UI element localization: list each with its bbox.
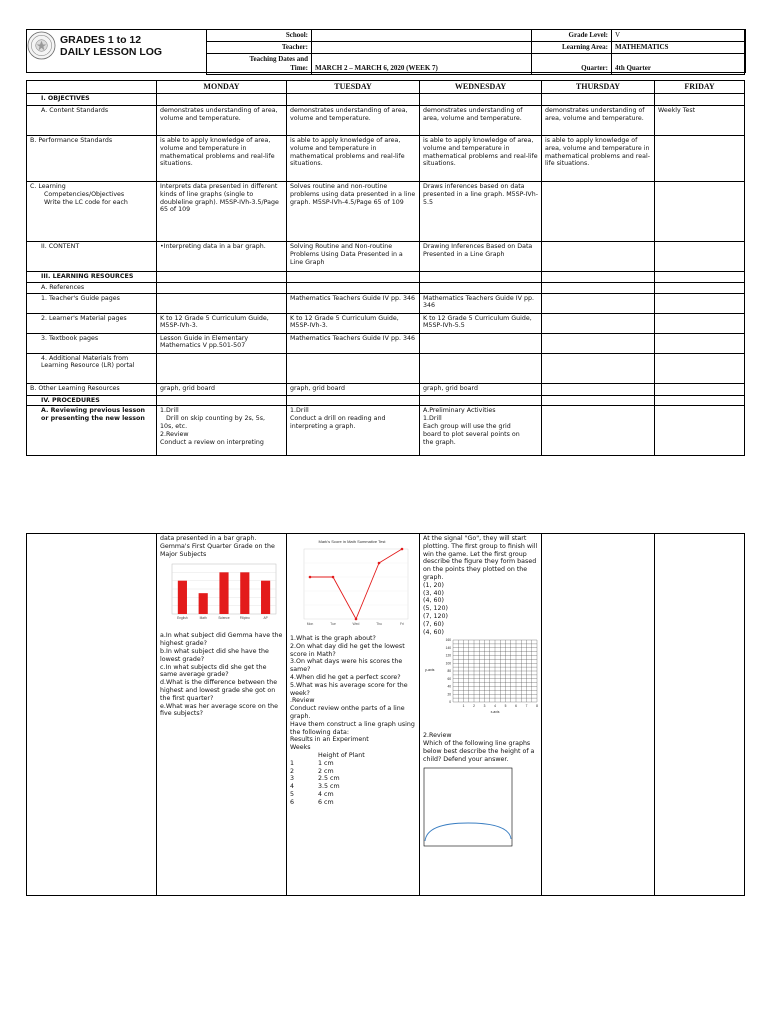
learners-material-tue: K to 12 Grade 5 Curriculum Guide, M5SP-IVh-3. [287, 313, 420, 333]
plant-table-row [290, 760, 416, 768]
competencies-label-line-3: Write the LC code for each [44, 198, 128, 206]
performance-standards-tue: is able to apply knowledge of area, volume and temperature in mathematical problems and real-life situations. [287, 136, 420, 182]
child-height-curve-graph [423, 767, 513, 847]
curve-graph-frame [424, 768, 512, 846]
quarter-label: Quarter: [532, 54, 612, 75]
grid-y-axis-label: y-axis [425, 668, 435, 673]
plant-table-head-height: Height of Plant [318, 751, 365, 759]
grid-x-axis-label: x-axis [490, 710, 500, 715]
title-line-1: GRADES 1 to 12 [60, 34, 142, 46]
objectives-heading: I. OBJECTIVES [27, 94, 157, 106]
day-header-wednesday: WEDNESDAY [420, 81, 542, 94]
grid-y-tick: 0 [449, 700, 451, 705]
additional-materials-label: 4. Additional Materials from Learning Resource (LR) portal [27, 353, 157, 383]
procedures-heading: IV. PROCEDURES [27, 395, 157, 406]
plant-table-row [290, 799, 416, 807]
plant-table-row [290, 791, 416, 799]
learners-material-wed: K to 12 Grade 5 Curriculum Guide, M5SP-IVh-5.5 [420, 313, 542, 333]
competencies-tue: Solves routine and non-routine problems using data presented in a line graph. M5SP-IVh-4.5/Page 65 of 109 [287, 182, 420, 242]
wed-point: (3, 40) [423, 589, 444, 597]
wed-point: (7, 60) [423, 620, 444, 628]
learning-area-value: MATHEMATICS [612, 42, 745, 54]
mon-question: d.What is the difference between the highest and lowest grade she got on the first quarter? [160, 679, 278, 702]
bar [219, 573, 228, 615]
mon-intro-text: data presented in a bar graph. Gemma's First Quarter Grade on the Major Subjects [160, 535, 275, 558]
bar [199, 594, 208, 615]
review-tue [287, 406, 420, 456]
wed-point: (5, 120) [423, 605, 448, 613]
performance-standards-thu: is able to apply knowledge of area, volume and temperature in mathematical problems and real-life situations. [542, 136, 655, 182]
tue-review-line: Results in an Experiment [290, 736, 369, 744]
tue-question: 2.On what day did he get the lowest score in Math? [290, 642, 405, 658]
content-standards-tue: demonstrates understanding of area, volume and temperature. [287, 106, 420, 136]
performance-standards-label: B. Performance Standards [27, 136, 157, 182]
review-wed-line: 1.Drill [423, 415, 442, 423]
grid-x-tick: 2 [473, 704, 475, 709]
bar-category-label: English [177, 616, 188, 621]
plant-table-row [290, 783, 416, 791]
competencies-mon: Interprets data presented in different kinds of line graphs (single to doubleline graph). M5SP-IVh-3.5/Page 65 of 109 [157, 182, 287, 242]
procedure-mon-continued [157, 534, 287, 896]
tue-question: 4.When did he get a perfect score? [290, 673, 401, 681]
grid-y-tick: 80 [447, 669, 451, 674]
bar-category-label: Math [199, 616, 207, 621]
tue-review-line: Conduct review onthe parts of a line graph. [290, 705, 405, 720]
title-line-2: DAILY LESSON LOG [60, 46, 163, 58]
plant-table-height: 4 cm [318, 790, 334, 798]
review-tue-line: 1.Drill [290, 407, 309, 415]
content-wed: Drawing Inferences Based on Data Presented in a Line Graph [420, 242, 542, 272]
plant-table-row [290, 768, 416, 776]
mon-question: b.In what subject did she have the lowest grade? [160, 647, 269, 663]
plant-table-height: 3.5 cm [318, 783, 340, 791]
teacher-label: Teacher: [207, 42, 312, 54]
review-wed-line: the graph. [423, 438, 456, 446]
review-tue-line: Conduct a drill on reading and [290, 415, 386, 423]
dates-value: MARCH 2 – MARCH 6, 2020 (WEEK 7) [312, 54, 532, 75]
procedure-wed-continued [420, 534, 542, 896]
grade-level-value: V [612, 30, 745, 42]
plant-table-week: 3 [290, 775, 295, 783]
line-category-label: Thu [376, 622, 382, 626]
content-standards-fri: Weekly Test [655, 106, 745, 136]
content-tue: Solving Routine and Non-routine Problems Using Data Presented in a Line Graph [287, 242, 420, 272]
competencies-wed: Draws inferences based on data presented in a line graph. M5SP-IVh-5.5 [420, 182, 542, 242]
content-standards-wed: demonstrates understanding of area, volume and temperature. [420, 106, 542, 136]
content-standards-label: A. Content Standards [27, 106, 157, 136]
other-resources-mon: graph, grid board [157, 383, 287, 395]
grid-y-tick: 100 [445, 661, 451, 666]
review-wed-line: A.Preliminary Activities [423, 407, 496, 415]
grid-y-tick: 140 [445, 646, 451, 651]
mon-question: a.In what subject did Gemma have the highest grade? [160, 632, 283, 648]
school-value [312, 30, 532, 42]
content-heading: II. CONTENT [27, 242, 157, 272]
day-header-blank [27, 81, 157, 94]
line-category-label: Mon [306, 622, 314, 626]
review-mon-line: 1.Drill [160, 407, 179, 415]
header-info-table [206, 29, 745, 75]
wed-intro-text: At the signal "Go", they will start plotting. The first group to finish will win the game. Let the first group describe the figure they form based on the points they plotted on the graph. [423, 535, 538, 581]
grid-x-tick: 1 [462, 704, 465, 709]
tue-review-line: .Review [290, 697, 315, 705]
performance-standards-mon: is able to apply knowledge of area, volume and temperature in mathematical problems and real-life situations. [157, 136, 287, 182]
grid-x-tick: 6 [515, 704, 517, 709]
line-point [355, 618, 358, 621]
other-resources-tue: graph, grid board [287, 383, 420, 395]
line-chart-mark-scores [290, 537, 414, 633]
plant-table-week: 2 [290, 767, 295, 775]
competencies-label [27, 182, 157, 242]
textbook-label: 3. Textbook pages [27, 333, 157, 353]
day-header-tuesday: TUESDAY [287, 81, 420, 94]
line-category-label: Fri [400, 622, 404, 626]
line-point [401, 548, 404, 551]
grid-x-tick: 5 [504, 704, 507, 709]
wed-review-title: 2.Review [423, 732, 452, 740]
learning-area-label: Learning Area: [532, 42, 612, 54]
wed-point: (4, 60) [423, 597, 444, 605]
learners-material-mon: K to 12 Grade 5 Curriculum Guide, M5SP-IVh-3. [157, 313, 287, 333]
school-label: School: [207, 30, 312, 42]
learning-resources-heading: III. LEARNING RESOURCES [27, 272, 157, 283]
line-chart-title: Mark's Score in Math Summative Test [318, 539, 386, 544]
day-header-monday: MONDAY [157, 81, 287, 94]
plant-table-row [290, 775, 416, 783]
grid-y-tick: 40 [447, 685, 451, 690]
textbook-tue: Mathematics Teachers Guide IV pp. 346 [287, 333, 420, 353]
plant-height-table [290, 760, 416, 807]
review-wed-line: Each group will use the grid [423, 422, 511, 430]
plant-table-height: 2 cm [318, 767, 334, 775]
line-category-label: Wed [352, 622, 360, 626]
review-mon-line: 2.Review [160, 430, 189, 438]
quarter-value: 4th Quarter [612, 54, 745, 75]
competencies-label-line-1: C. Learning [30, 183, 66, 190]
bar-category-label: AP [263, 616, 268, 621]
line-point [332, 576, 335, 579]
grid-x-tick: 8 [536, 704, 538, 709]
plant-table-height: 1 cm [318, 759, 334, 767]
review-wed [420, 406, 542, 456]
other-resources-wed: graph, grid board [420, 383, 542, 395]
tue-question: 1.What is the graph about? [290, 635, 376, 642]
plant-table-week: 5 [290, 790, 295, 798]
teachers-guide-label: 1. Teacher's Guide pages [27, 293, 157, 313]
tue-question: 5.What was his average score for the week? [290, 681, 408, 697]
line-category-label: Tue [330, 622, 336, 626]
references-label: A. References [27, 282, 157, 293]
bar-category-label: Filipino [239, 616, 250, 621]
curve-line [425, 823, 511, 841]
plant-table-height: 2.5 cm [318, 775, 340, 783]
grid-x-tick: 7 [525, 704, 528, 709]
lesson-log-table [26, 80, 745, 456]
bar-chart-gemma-grades [160, 560, 282, 622]
line-plot-frame [304, 549, 408, 619]
review-tue-line: interpreting a graph. [290, 422, 356, 430]
grid-y-tick: 120 [445, 654, 451, 659]
grid-y-tick: 160 [445, 638, 451, 643]
grid-board-graph [423, 638, 539, 716]
bar [261, 581, 270, 614]
review-label: A. Reviewing previous lesson or presenting the new lesson [27, 406, 157, 456]
textbook-mon: Lesson Guide in Elementary Mathematics V pp.501-507 [157, 333, 287, 353]
review-mon [157, 406, 287, 456]
wed-point: (1, 20) [423, 581, 444, 589]
review-mon-line: 10s, etc. [160, 422, 188, 430]
bar-category-label: Science [218, 616, 230, 621]
review-mon-line: Conduct a review on interpreting [160, 438, 264, 446]
mon-question: c.In what subjects did she get the same average grade? [160, 663, 267, 679]
grade-level-label: Grade Level: [532, 30, 612, 42]
learners-material-label: 2. Learner's Material pages [27, 313, 157, 333]
procedure-tue-continued [287, 534, 420, 896]
wed-point: (4, 60) [423, 628, 444, 636]
day-header-thursday: THURSDAY [542, 81, 655, 94]
dates-label-line-1: Teaching Dates and [249, 55, 308, 63]
dates-label [207, 54, 312, 75]
plant-table-head-weeks: Weeks [290, 744, 311, 752]
line-point [309, 576, 312, 579]
mon-question: e.What was her average score on the five subjects? [160, 702, 279, 718]
tue-question: 3.On what days were his scores the same? [290, 658, 403, 674]
tue-review-line: Have them construct a line graph using the following data: [290, 720, 415, 736]
wed-review-question: Which of the following line graphs below best describe the height of a child? Defend your answer. [423, 740, 535, 763]
teachers-guide-wed: Mathematics Teachers Guide IV pp. 346 [420, 293, 542, 313]
day-header-friday: FRIDAY [655, 81, 745, 94]
grid-x-tick: 3 [483, 704, 486, 709]
performance-standards-wed: is able to apply knowledge of area, volume and temperature in mathematical problems and real-life situations. [420, 136, 542, 182]
grid-y-tick: 20 [447, 692, 451, 697]
teacher-value [312, 42, 532, 54]
competencies-label-line-2: Competencies/Objectives [44, 190, 125, 198]
review-mon-line: Drill on skip counting by 2s, 5s, [160, 415, 266, 423]
grid-x-tick: 4 [494, 704, 496, 709]
content-standards-thu: demonstrates understanding of area, volume and temperature. [542, 106, 655, 136]
bar [178, 581, 187, 614]
grid-y-tick: 60 [447, 677, 451, 682]
bar [240, 573, 249, 615]
review-wed-line: board to plot several points on [423, 430, 520, 438]
dates-label-line-2: Time: [290, 64, 308, 72]
lesson-log-table-continued [26, 533, 745, 896]
wed-point: (7, 120) [423, 612, 448, 620]
line-point [378, 562, 381, 565]
plant-table-height: 6 cm [318, 798, 334, 806]
content-standards-mon: demonstrates understanding of area, volume and temperature. [157, 106, 287, 136]
plant-table-week: 6 [290, 798, 295, 806]
plant-table-week: 1 [290, 759, 295, 767]
plant-table-week: 4 [290, 783, 295, 791]
other-resources-label: B. Other Learning Resources [27, 383, 157, 395]
teachers-guide-tue: Mathematics Teachers Guide IV pp. 346 [287, 293, 420, 313]
content-mon: •Interpreting data in a bar graph. [157, 242, 287, 272]
